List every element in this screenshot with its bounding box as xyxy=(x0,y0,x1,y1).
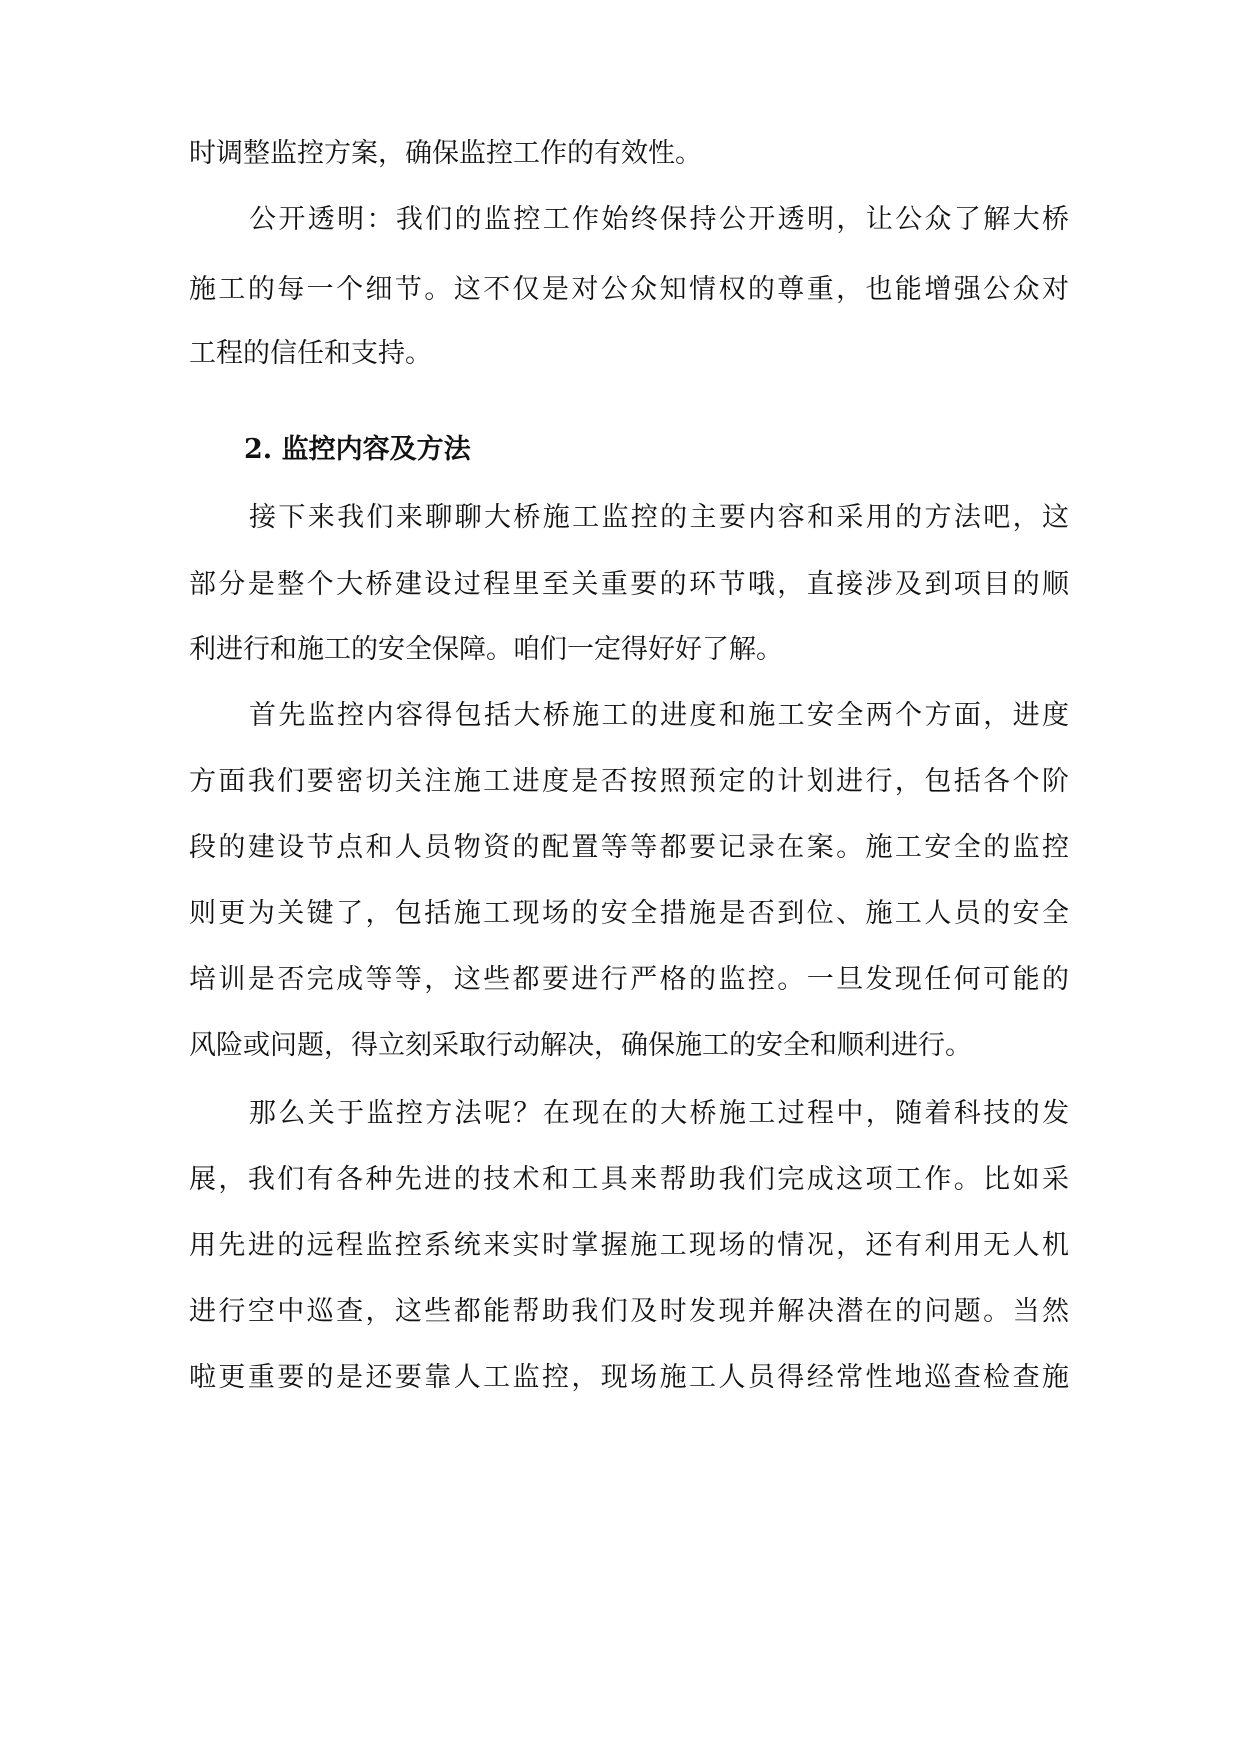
paragraph-line: 时调整监控方案，确保监控工作的有效性。 xyxy=(189,138,702,169)
paragraph-line: 展，我们有各种先进的技术和工具来帮助我们完成这项工作。比如采 xyxy=(189,1164,1069,1195)
paragraph-line: 段的建设节点和人员物资的配置等等都要记录在案。施工安全的监控 xyxy=(189,832,1069,863)
paragraph-line: 进行空中巡查，这些都能帮助我们及时发现并解决潜在的问题。当然 xyxy=(189,1296,1069,1327)
paragraph-line: 则更为关键了，包括施工现场的安全措施是否到位、施工人员的安全 xyxy=(189,898,1069,929)
paragraph-line: 公开透明：我们的监控工作始终保持公开透明，让公众了解大桥 xyxy=(249,204,1069,235)
paragraph-line: 首先监控内容得包括大桥施工的进度和施工安全两个方面，进度 xyxy=(249,700,1069,731)
paragraph-line: 培训是否完成等等，这些都要进行严格的监控。一旦发现任何可能的 xyxy=(189,964,1069,995)
paragraph-line: 用先进的远程监控系统来实时掌握施工现场的情况，还有利用无人机 xyxy=(189,1230,1069,1261)
paragraph-line: 啦更重要的是还要靠人工监控，现场施工人员得经常性地巡查检查施 xyxy=(189,1362,1069,1393)
paragraph-line: 部分是整个大桥建设过程里至关重要的环节哦，直接涉及到项目的顺 xyxy=(189,569,1069,600)
paragraph-line: 工程的信任和支持。 xyxy=(189,338,432,369)
paragraph-line: 接下来我们来聊聊大桥施工监控的主要内容和采用的方法吧，这 xyxy=(249,502,1069,533)
paragraph-line: 利进行和施工的安全保障。咱们一定得好好了解。 xyxy=(189,634,783,665)
paragraph-line: 那么关于监控方法呢？在现在的大桥施工过程中，随着科技的发 xyxy=(249,1098,1069,1129)
paragraph-line: 方面我们要密切关注施工进度是否按照预定的计划进行，包括各个阶 xyxy=(189,766,1069,797)
section-heading: 2. 监控内容及方法 xyxy=(244,434,471,465)
paragraph-line: 风险或问题，得立刻采取行动解决，确保施工的安全和顺利进行。 xyxy=(189,1030,972,1061)
paragraph-line: 施工的每一个细节。这不仅是对公众知情权的尊重，也能增强公众对 xyxy=(189,274,1069,305)
